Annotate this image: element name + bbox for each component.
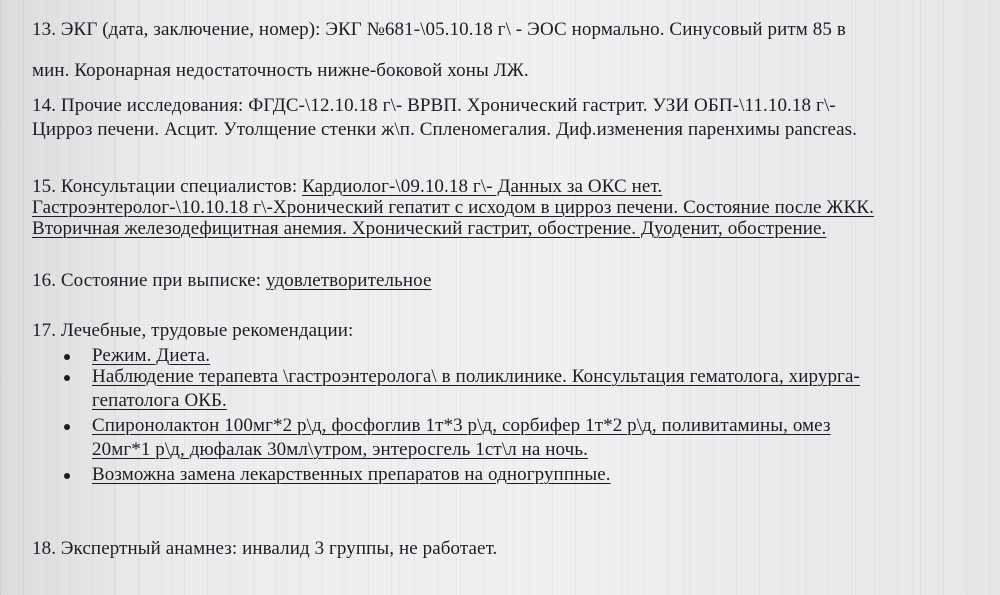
bullet-icon (64, 375, 70, 381)
section-17-label: 17. Лечебные, трудовые рекомендации: (32, 320, 354, 341)
section-15-line-2: Гастроэнтеролог-\10.10.18 г\-Хронический гепатит с исходом в цирроз печени. Состояние после ЖКК. (32, 197, 874, 218)
section-14-line-2: Цирроз печени. Асцит. Утолщение стенки ж\п. Спленомегалия. Диф.изменения паренхимы pancreas. (32, 119, 857, 140)
section-15-line-1 (32, 176, 662, 198)
section-16-label: 16. Состояние при выписке: (32, 270, 267, 291)
section-16-line (32, 270, 431, 292)
section-18-line: 18. Экспертный анамнез: инвалид 3 группы, не работает. (32, 538, 498, 559)
bullet-icon (64, 354, 70, 360)
recommendation-2-line-1: Наблюдение терапевта \гастроэнтеролога\ в поликлинике. Консультация гематолога, хирурга- (92, 366, 860, 387)
section-15-line-3: Вторичная железодефицитная анемия. Хронический гастрит, обострение. Дуоденит, обострение. (32, 218, 827, 239)
recommendation-2-line-2: гепатолога ОКБ. (92, 390, 227, 411)
section-13-line-2: мин. Коронарная недостаточность нижне-боковой хоны ЛЖ. (32, 60, 529, 81)
recommendation-4-line-1: Возможна замена лекарственных препаратов на одногруппные. (92, 464, 611, 485)
recommendation-3-line-1: Спиронолактон 100мг*2 р\д, фосфоглив 1т*3 р\д, сорбифер 1т*2 р\д, поливитамины, омез (92, 415, 831, 436)
section-13-line-1: 13. ЭКГ (дата, заключение, номер): ЭКГ №681-\05.10.18 г\ - ЭОС нормально. Синусовый ритм 85 в (32, 19, 846, 40)
recommendation-3-line-2: 20мг*1 р\д, дюфалак 30мл\утром, энтеросгель 1ст\л на ночь. (92, 439, 588, 460)
recommendation-1-line-1: Режим. Диета. (92, 345, 211, 366)
bullet-icon (64, 473, 70, 479)
section-15-label: 15. Консультации специалистов: (32, 176, 303, 197)
section-16-value: удовлетворительное (266, 270, 432, 291)
section-14-line-1: 14. Прочие исследования: ФГДС-\12.10.18 г\- ВРВП. Хронический гастрит. УЗИ ОБП-\11.10.18 г\- (32, 95, 836, 116)
section-15-cardiologist: Кардиолог-\09.10.18 г\- Данных за ОКС нет. (302, 176, 663, 197)
bullet-icon (64, 424, 70, 430)
